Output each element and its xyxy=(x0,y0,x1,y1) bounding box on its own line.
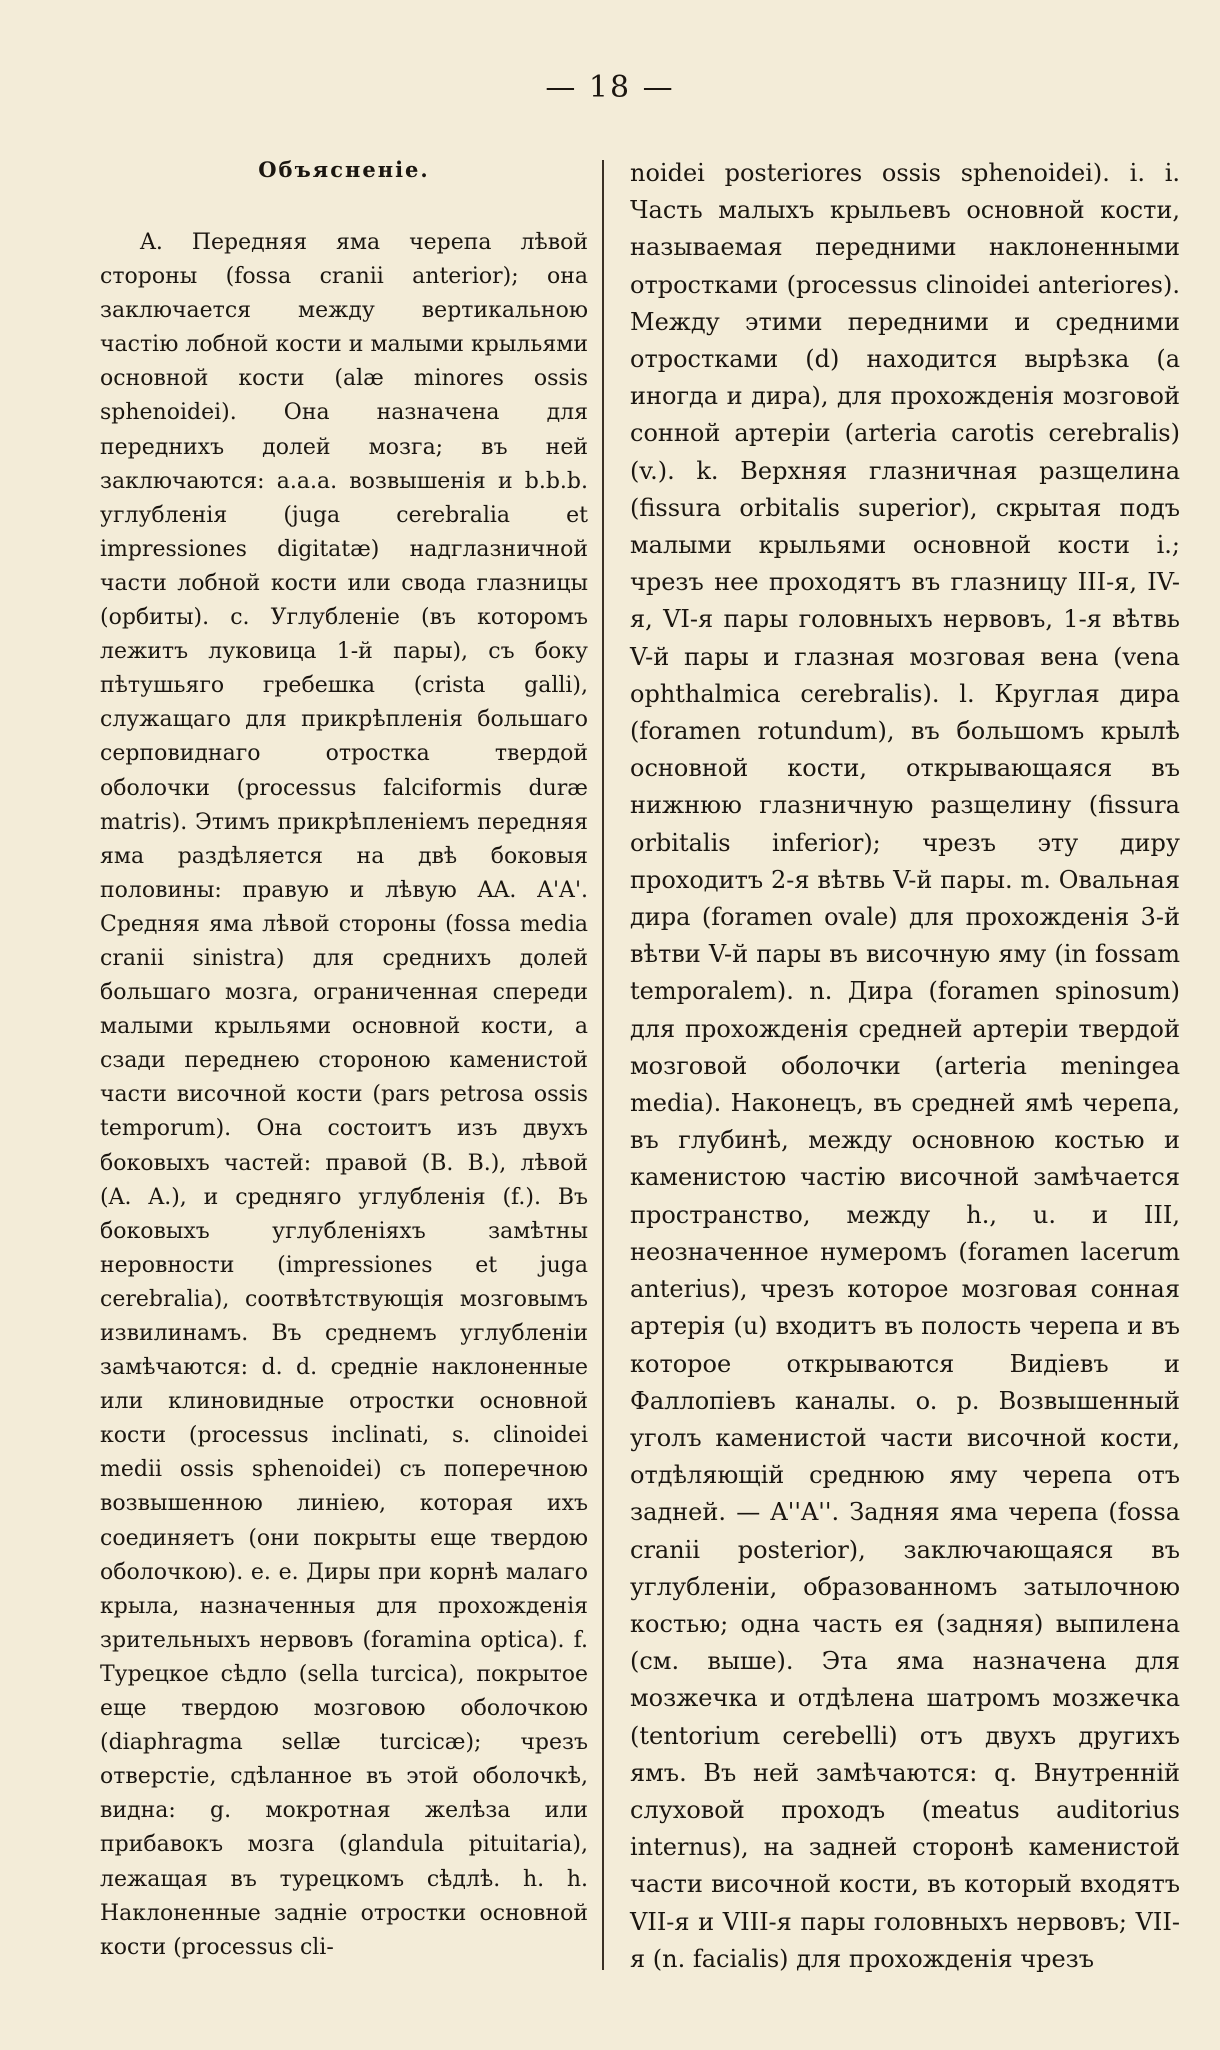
section-heading: Объясненіе. xyxy=(258,157,430,182)
column-divider xyxy=(602,160,604,1970)
left-column xyxy=(100,154,588,1965)
page-number: — 18 — xyxy=(545,70,675,105)
right-column xyxy=(630,155,1180,1978)
right-column-paragraph: noidei posteriores ossis sphenoidei). i. i. Часть малыхъ крыльевъ основной кости, называемая передними наклоненными отростками (processus clinoidei anteriores). Между этими передними и средними отростками (d) находится вырѣзка (а иногда и дира), для прохожденія мозговой сонной артеріи (arteria carotis cerebralis) (v.). k. Верхняя глазничная разщелина (fissura orbitalis superior), скрытая подъ малыми крыльями основной кости i.; чрезъ нее проходятъ въ глазницу III-я, IV-я, VI-я пары головныхъ нервовъ, 1-я вѣтвь V-й пары и глазная мозговая вена (vena ophthalmica cerebralis). l. Круглая дира (foramen rotundum), въ большомъ крылѣ основной кости, открывающаяся въ нижнюю глазничную разщелину (fissura orbitalis inferior); чрезъ эту диру проходитъ 2-я вѣтвь V-й пары. m. Овальная дира (foramen ovale) для прохожденія 3-й вѣтви V-й пары въ височную яму (in fossam temporalem). n. Дира (foramen spinosum) для прохожденія средней артеріи твердой мозговой оболочки (arteria meningea media). Наконецъ, въ средней ямѣ черепа, въ глубинѣ, между основною костью и каменистою частію височной замѣчается пространство, между h., u. и III, неозначенное нумеромъ (foramen lacerum anterius), чрезъ которое мозговая сонная артерія (u) входитъ въ полость черепа и въ которое открываются Видіевъ и Фаллопіевъ каналы. o. p. Возвышенный уголъ каменистой части височной кости, отдѣляющій среднюю яму черепа отъ задней. — A''A''. Задняя яма черепа (fossa cranii posterior), заключающаяся въ углубленіи, образованномъ затылочною костью; одна часть ея (задняя) выпилена (см. выше). Эта яма назначена для мозжечка и отдѣлена шатромъ мозжечка (tentorium cerebelli) отъ двухъ другихъ ямъ. Въ ней замѣчаются: q. Внутренній слуховой проходъ (meatus auditorius internus), на задней сторонѣ каменистой части височной кости, въ который входятъ VII-я и VIII-я пары головныхъ нервовъ; VII-я (n. facialis) для прохожденія чрезъ xyxy=(630,159,1180,1973)
left-column-paragraph: A. Передняя яма черепа лѣвой стороны (fossa cranii anterior); она заключается между вертикальною частію лобной кости и малыми крыльями основной кости (alæ minores ossis sphenoidei). Она назначена для переднихъ долей мозга; въ ней заключаются: a.a.a. возвышенія и b.b.b. углубленія (juga cerebralia et impressiones digitatæ) надглазничной части лобной кости или свода глазницы (орбиты). c. Углубленіе (въ которомъ лежитъ луковица 1-й пары), съ боку пѣтушьяго гребешка (crista galli), служащаго для прикрѣпленія большаго серповиднаго отростка твердой оболочки (processus falciformis duræ matris). Этимъ прикрѣпленіемъ передняя яма раздѣляется на двѣ боковыя половины: правую и лѣвую AA. A'A'. Средняя яма лѣвой стороны (fossa media cranii sinistra) для среднихъ долей большаго мозга, ограниченная спереди малыми крыльями основной кости, а сзади переднею стороною каменистой части височной кости (pars petrosa ossis temporum). Она состоитъ изъ двухъ боковыхъ частей: правой (B. B.), лѣвой (A. A.), и средняго углубленія (f.). Въ боковыхъ углубленіяхъ замѣтны неровности (impressiones et juga cerebralia), соотвѣтствующія мозговымъ извилинамъ. Въ среднемъ углубленіи замѣчаются: d. d. средніе наклоненные или клиновидные отростки основной кости (processus inclinati, s. clinoidei medii ossis sphenoidei) съ поперечною возвышенною линіею, которая ихъ соединяетъ (они покрыты еще твердою оболочкою). e. e. Диры при корнѣ малаго крыла, назначенныя для прохожденія зрительныхъ нервовъ (foramina optica). f. Турецкое сѣдло (sella turcica), покрытое еще твердою мозговою оболочкою (diaphragma sellæ turcicæ); чрезъ отверстіе, сдѣланное въ этой оболочкѣ, видна: g. мокротная желѣза или прибавокъ мозга (glandula pituitaria), лежащая въ турецкомъ сѣдлѣ. h. h. Наклоненные задніе отростки основной кости (processus cli- xyxy=(100,230,588,1960)
